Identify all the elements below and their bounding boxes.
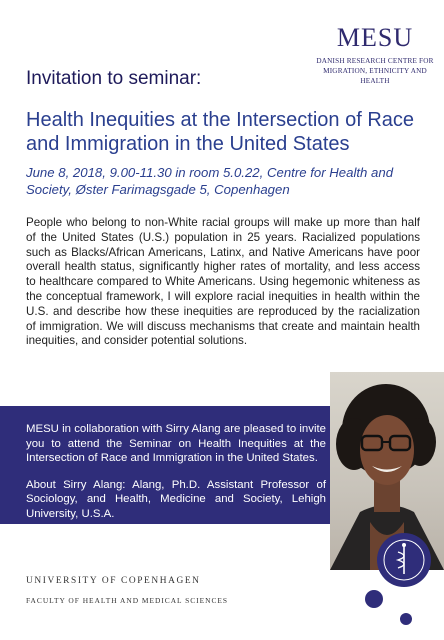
university-name: UNIVERSITY OF COPENHAGEN (26, 576, 201, 586)
university-seal-icon (376, 532, 432, 588)
abstract-paragraph: People who belong to non-White racial groups will make up more than half of the United States (U.S.) population in 25 years. Racialized populations such as Blacks/African Americans, Latinx, and Native Americans have poor overall health status, significantly higher rates of mortality, and less access to healthcare compared to White Americans. Using hegemonic whiteness as the conceptual framework, I will explore racial inequities in health within the U.S. and describe how these inequities are reproduced by the racialization of immigration. We will discuss mechanisms that create and maintain health inequities, and consider potential solutions. (26, 216, 420, 348)
logo-subtitle-line1: DANISH RESEARCH CENTRE FOR (316, 57, 434, 65)
logo-wordmark: MESU (336, 23, 414, 52)
band-invite-paragraph: MESU in collaboration with Sirry Alang are pleased to invite you to attend the Seminar on Health Inequities at the Intersection of Race and Immigration in the United States. (26, 423, 326, 465)
date-location: June 8, 2018, 9.00-11.30 in room 5.0.22, Centre for Health and Society, Øster Farimagsgade 5, Copenhagen (26, 165, 394, 197)
seminar-title: Health Inequities at the Intersection of Race and Immigration in the United States (26, 109, 415, 155)
invitation-heading: Invitation to seminar: (26, 68, 202, 89)
logo-subtitle-line2: MIGRATION, ETHNICITY AND HEALTH (323, 67, 427, 85)
mesu-logo (316, 24, 434, 86)
faculty-name: FACULTY OF HEALTH AND MEDICAL SCIENCES (26, 596, 229, 605)
band-about-paragraph: About Sirry Alang: Alang, Ph.D. Assistant Professor of Sociology, and Health, Medicine and Society, Lehigh University, U.S.A. (26, 478, 326, 520)
band-text-block (26, 422, 326, 522)
decorative-dot-small (400, 613, 412, 625)
decorative-dot (365, 590, 383, 608)
